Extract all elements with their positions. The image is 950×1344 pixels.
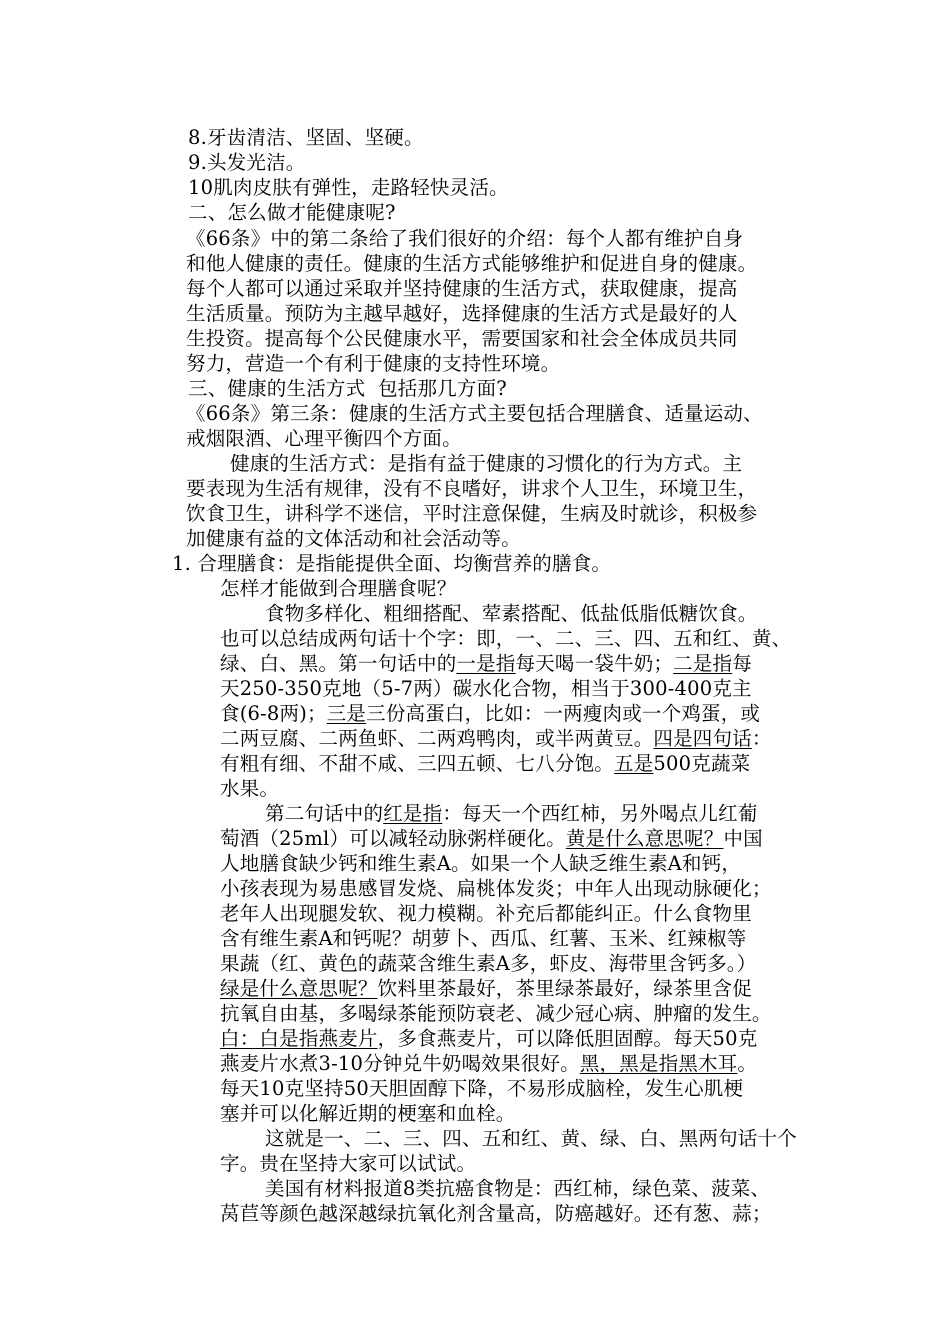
text-segment: 生活质量。预防为主越早越好，选择健康的生活方式是最好的人 bbox=[186, 302, 738, 325]
text-segment: 戒烟限酒、心理平衡四个方面。 bbox=[186, 427, 462, 450]
text-segment: 努力，营造一个有利于健康的支持性环境。 bbox=[186, 352, 561, 375]
text-line bbox=[186, 351, 606, 377]
text-segment: 加健康有益的文体活动和社会活动等。 bbox=[186, 527, 521, 550]
text-segment: 饮料里茶最好，茶里绿茶最好，绿茶里含促 bbox=[377, 977, 752, 1000]
text-line bbox=[186, 251, 816, 277]
text-segment: 每天喝一袋牛奶； bbox=[515, 652, 674, 675]
text-line bbox=[220, 651, 810, 677]
text-segment: 每天10克坚持50天胆固醇下降，不易形成脑栓，发生心肌梗 bbox=[220, 1077, 744, 1100]
text-line bbox=[186, 301, 806, 327]
text-line bbox=[220, 901, 800, 927]
text-segment: 食(6-8两)； bbox=[220, 702, 327, 725]
text-segment: 中国 bbox=[723, 827, 763, 850]
underlined-text: 绿是什么意思呢？ bbox=[220, 977, 378, 1000]
text-line bbox=[186, 276, 811, 302]
text-segment: 抗氧自由基，多喝绿茶能预防衰老、减少冠心病、肿瘤的发生。 bbox=[220, 1002, 772, 1025]
text-line bbox=[220, 851, 760, 877]
text-line bbox=[220, 776, 290, 802]
text-line bbox=[220, 751, 810, 777]
text-segment: 每 bbox=[732, 652, 752, 675]
text-segment: 。 bbox=[737, 1052, 758, 1075]
text-line bbox=[230, 451, 810, 477]
underlined-text: 三是 bbox=[326, 702, 367, 725]
text-segment: 《66条》中的第二条给了我们很好的介绍：每个人都有维护自身 bbox=[186, 227, 744, 250]
text-segment: 9.头发光洁。 bbox=[188, 151, 306, 174]
text-segment: 每个人都可以通过采取并坚持健康的生活方式，获取健康，提高 bbox=[186, 277, 738, 300]
text-line bbox=[220, 1051, 810, 1077]
text-line bbox=[220, 876, 815, 902]
text-line bbox=[220, 951, 810, 977]
text-segment: 三、健康的生活方式 包括那几方面? bbox=[188, 377, 507, 400]
text-segment: 萄酒（25ml）可以减轻动脉粥样硬化。 bbox=[220, 827, 566, 850]
text-line bbox=[220, 1101, 540, 1127]
text-line bbox=[186, 226, 811, 252]
text-segment: 8.牙齿清洁、坚固、坚硬。 bbox=[188, 126, 424, 149]
text-segment: 绿、白、黑。第一句话中的 bbox=[220, 652, 457, 675]
text-line bbox=[220, 1076, 800, 1102]
text-segment: 10肌肉皮肤有弹性，走路轻快灵活。 bbox=[188, 176, 509, 199]
text-segment: 二两豆腐、二两鱼虾、二两鸡鸭肉，或半两黄豆。 bbox=[220, 727, 654, 750]
underlined-text: 黑，黑是指黑木耳 bbox=[579, 1052, 738, 1075]
text-segment: 生投资。提高每个公民健康水平，需要国家和社会全体成员共同 bbox=[186, 327, 738, 350]
text-segment: ： bbox=[751, 727, 772, 750]
text-segment: 饮食卫生，讲科学不迷信，平时注意保健，生病及时就诊，积极参 bbox=[186, 502, 758, 525]
text-segment: 含有维生素A和钙呢？胡萝卜、西瓜、红薯、玉米、红辣椒等 bbox=[220, 927, 747, 950]
text-line bbox=[220, 676, 810, 702]
text-line bbox=[220, 1026, 805, 1052]
text-segment: 也可以总结成两句话十个字：即，一、二、三、四、五和红、黄、 bbox=[220, 627, 792, 650]
text-line bbox=[220, 626, 810, 652]
text-segment: ：每天一个西红柿，另外喝点儿红葡 bbox=[442, 802, 758, 825]
text-segment: 二、怎么做才能健康呢? bbox=[188, 201, 396, 224]
underlined-text: 四是四句话 bbox=[653, 727, 752, 750]
text-segment: 莴苣等颜色越深越绿抗氧化剂含量高，防癌越好。还有葱、蒜； bbox=[220, 1202, 772, 1225]
text-segment: 水果。 bbox=[220, 777, 280, 800]
text-line bbox=[188, 150, 318, 176]
text-segment: 三份高蛋白，比如：一两瘦肉或一个鸡蛋，或 bbox=[366, 702, 761, 725]
text-line bbox=[220, 701, 810, 727]
underlined-text: 五是 bbox=[614, 752, 654, 775]
text-segment: 怎样才能做到合理膳食呢？ bbox=[220, 577, 457, 600]
underlined-text: 二是指 bbox=[673, 652, 733, 675]
text-line bbox=[265, 1176, 810, 1202]
text-line bbox=[220, 1201, 820, 1227]
text-line bbox=[188, 175, 528, 201]
text-segment: 老年人出现腿发软、视力模糊。补充后都能纠正。什么食物里 bbox=[220, 902, 752, 925]
underlined-text: 白：白是指燕麦片 bbox=[220, 1027, 378, 1050]
text-segment: 食物多样化、粗细搭配、荤素搭配、低盐低脂低糖饮食。 bbox=[265, 602, 758, 625]
text-line bbox=[188, 125, 448, 151]
text-line bbox=[265, 1126, 810, 1152]
text-line bbox=[186, 426, 486, 452]
text-segment: 有粗有细、不甜不咸、三四五顿、七八分饱。 bbox=[220, 752, 615, 775]
underlined-text: 红是指 bbox=[383, 802, 443, 825]
text-segment: 《66条》第三条：健康的生活方式主要包括合理膳食、适量运动、 bbox=[186, 402, 763, 425]
text-segment: 500克蔬菜 bbox=[653, 752, 751, 775]
text-segment: 这就是一、二、三、四、五和红、黄、绿、白、黑两句话十个 bbox=[265, 1127, 797, 1150]
text-segment: 1. 合理膳食：是指能提供全面、均衡营养的膳食。 bbox=[172, 552, 612, 575]
text-line bbox=[265, 601, 800, 627]
text-segment: 小孩表现为易患感冒发烧、扁桃体发炎；中年人出现动脉硬化； bbox=[220, 877, 772, 900]
text-line bbox=[220, 826, 810, 852]
underlined-text: 一是指 bbox=[456, 652, 516, 675]
text-line bbox=[220, 1001, 820, 1027]
text-segment: 塞并可以化解近期的梗塞和血栓。 bbox=[220, 1102, 516, 1125]
text-segment: 字。贵在坚持大家可以试试。 bbox=[220, 1152, 477, 1175]
text-line bbox=[188, 200, 418, 226]
underlined-text: 黄是什么意思呢？ bbox=[565, 827, 724, 850]
text-line bbox=[186, 401, 816, 427]
text-segment: 果蔬（红、黄色的蔬菜含维生素A多，虾皮、海带里含钙多。） bbox=[220, 952, 757, 975]
text-segment: 要表现为生活有规律，没有不良嗜好，讲求个人卫生，环境卫生， bbox=[186, 477, 758, 500]
text-segment: 美国有材料报道8类抗癌食物是：西红柿，绿色菜、菠菜、 bbox=[265, 1177, 771, 1200]
text-segment: 第二句话中的 bbox=[265, 802, 384, 825]
text-segment: ，多食燕麦片，可以降低胆固醇。每天50克 bbox=[377, 1027, 758, 1050]
text-segment: 人地膳食缺少钙和维生素A。如果一个人缺乏维生素A和钙， bbox=[220, 852, 742, 875]
text-line bbox=[220, 576, 490, 602]
text-segment: 健康的生活方式：是指有益于健康的习惯化的行为方式。主 bbox=[230, 452, 743, 475]
text-line bbox=[186, 476, 806, 502]
text-line bbox=[172, 551, 672, 577]
text-line bbox=[186, 526, 586, 552]
text-segment: 燕麦片水煮3-10分钟兑牛奶喝效果很好。 bbox=[220, 1052, 580, 1075]
text-line bbox=[220, 926, 810, 952]
text-line bbox=[220, 1151, 510, 1177]
text-segment: 天250-350克地（5-7两）碳水化合物，相当于300-400克主 bbox=[220, 677, 752, 700]
text-line bbox=[186, 326, 806, 352]
text-segment: 和他人健康的责任。健康的生活方式能够维护和促进自身的健康。 bbox=[186, 252, 758, 275]
text-line bbox=[186, 501, 816, 527]
text-line bbox=[265, 801, 810, 827]
text-line bbox=[220, 976, 810, 1002]
text-line bbox=[188, 376, 568, 402]
text-line bbox=[220, 726, 810, 752]
